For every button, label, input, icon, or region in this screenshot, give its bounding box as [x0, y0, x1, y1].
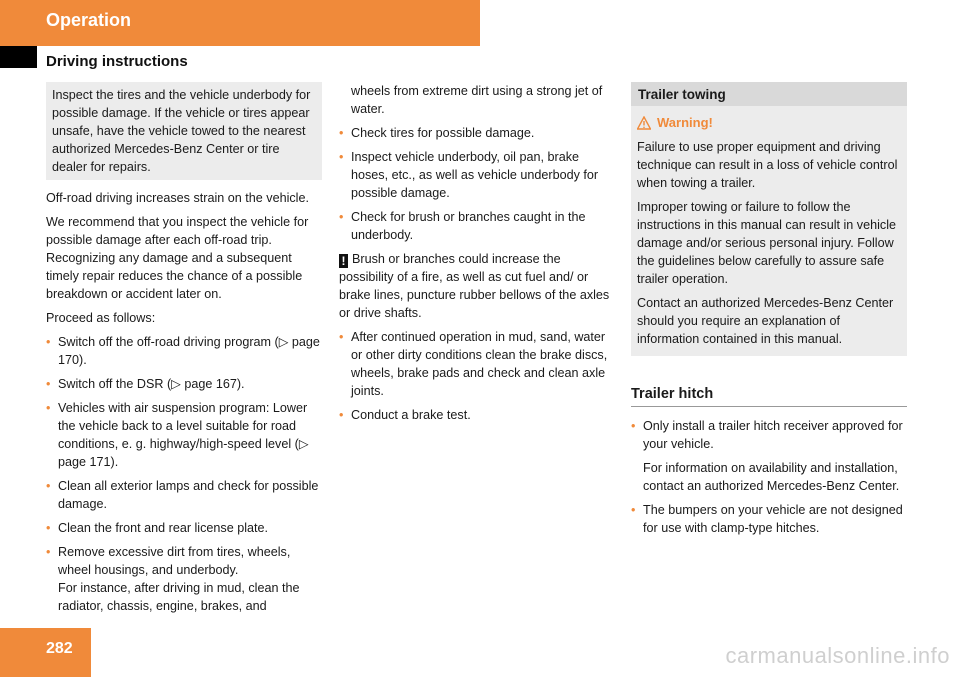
list-item-text: Switch off the DSR (▷ page 167). [58, 377, 245, 391]
list-item-text: Switch off the off-road driving program (▷ page 170). [58, 335, 320, 367]
warning-title-text: Warning! [657, 115, 713, 130]
warning-paragraph-2: Improper towing or failure to follow the instructions in this manual can result in vehicle damage and/or serious personal injury. Follow the guidelines below carefully to assure safe trailer operation. [637, 200, 896, 286]
list-item-text: Inspect vehicle underbody, oil pan, brake hoses, etc., as well as vehicle underbody for possible damage. [351, 150, 599, 200]
bullet-icon: • [339, 126, 344, 140]
column-3 [631, 82, 907, 543]
warning-box [631, 106, 907, 356]
list-item-text: Check for brush or branches caught in the underbody. [351, 210, 586, 242]
list-item-text: Remove excessive dirt from tires, wheels, wheel housings, and underbody. [58, 545, 291, 577]
list-item-text: Only install a trailer hitch receiver approved for your vehicle. [643, 419, 903, 451]
bullet-icon: • [46, 401, 51, 415]
bullet-icon: • [46, 377, 51, 391]
cleaning-list [339, 328, 615, 424]
list-item [46, 519, 322, 537]
continued-text: wheels from extreme dirt using a strong jet of water. [351, 84, 603, 116]
section-title: Driving instructions [46, 53, 188, 70]
check-list [339, 124, 615, 244]
list-item-continuation: For instance, after driving in mud, clean the radiator, chassis, engine, brakes, and [58, 581, 300, 613]
list-item [339, 124, 615, 142]
list-item [46, 333, 322, 369]
list-item-text: Check tires for possible damage. [351, 126, 535, 140]
exclamation-icon: ! [339, 254, 348, 268]
bullet-icon: • [339, 150, 344, 164]
bullet-icon: • [46, 545, 51, 559]
list-item [339, 406, 615, 424]
bullet-icon: • [631, 503, 636, 517]
list-item [339, 208, 615, 244]
bullet-icon: • [46, 521, 51, 535]
hitch-list-2 [631, 501, 907, 537]
warning-paragraph-3: Contact an authorized Mercedes-Benz Center should you require an explanation of information contained in this manual. [637, 296, 894, 346]
bullet-icon: • [339, 408, 344, 422]
hitch-sub-paragraph: For information on availability and installation, contact an authorized Mercedes-Benz Center. [643, 461, 900, 493]
chapter-title: Operation [46, 10, 132, 30]
bullet-icon: • [46, 479, 51, 493]
list-item [46, 375, 322, 393]
list-item [46, 399, 322, 471]
warning-triangle-icon [637, 116, 651, 130]
hitch-list [631, 417, 907, 453]
list-item [631, 417, 907, 453]
note-paragraph [339, 250, 615, 322]
list-item-text: Vehicles with air suspension program: Lower the vehicle back to a level suitable for road conditions, e. g. highway/high-speed level (▷ page 171). [58, 401, 309, 469]
inspection-box [46, 82, 322, 180]
paragraph-proceed: Proceed as follows: [46, 311, 156, 325]
bullet-icon: • [339, 210, 344, 224]
trailer-towing-heading: Trailer towing [631, 82, 907, 106]
paragraph-strain: Off-road driving increases strain on the vehicle. [46, 191, 309, 205]
warning-title [637, 114, 901, 132]
note-text: Brush or branches could increase the possibility of a fire, as well as cut fuel and/ or brake lines, puncture rubber bellows of the axles or drive shafts. [339, 252, 610, 320]
bullet-icon: • [46, 335, 51, 349]
section-marker [0, 46, 37, 68]
list-item-text: Clean the front and rear license plate. [58, 521, 269, 535]
list-item [339, 328, 615, 400]
list-item [46, 477, 322, 513]
watermark: carmanualsonline.info [725, 643, 950, 668]
paragraph-recommend: We recommend that you inspect the vehicle for possible damage after each off-road trip. Recognizing any damage and a subsequent timely repair reduces the chance of a possible breakdown or accident later on. [46, 215, 309, 301]
list-item-text: The bumpers on your vehicle are not designed for use with clamp-type hitches. [643, 503, 903, 535]
list-item-text: Clean all exterior lamps and check for possible damage. [58, 479, 319, 511]
inspection-box-text: Inspect the tires and the vehicle underbody for possible damage. If the vehicle or tires appear unsafe, have the vehicle towed to the nearest authorized Mercedes-Benz Center or tire dealer for repairs. [52, 88, 311, 174]
bullet-icon: • [339, 330, 344, 344]
list-item-text: Conduct a brake test. [351, 408, 471, 422]
column-1 [46, 82, 322, 615]
bullet-icon: • [631, 419, 636, 433]
list-item [339, 148, 615, 202]
trailer-hitch-heading: Trailer hitch [631, 385, 907, 407]
column-2 [339, 82, 615, 430]
warning-paragraph-1: Failure to use proper equipment and driving technique can result in a loss of vehicle control when towing a trailer. [637, 140, 898, 190]
page-number: 282 [46, 640, 73, 657]
procedure-list [46, 333, 322, 615]
list-item [631, 501, 907, 537]
list-item-text: After continued operation in mud, sand, water or other dirty conditions clean the brake discs, wheels, brake pads and check and clean axle joints. [351, 330, 608, 398]
list-item [46, 543, 322, 615]
